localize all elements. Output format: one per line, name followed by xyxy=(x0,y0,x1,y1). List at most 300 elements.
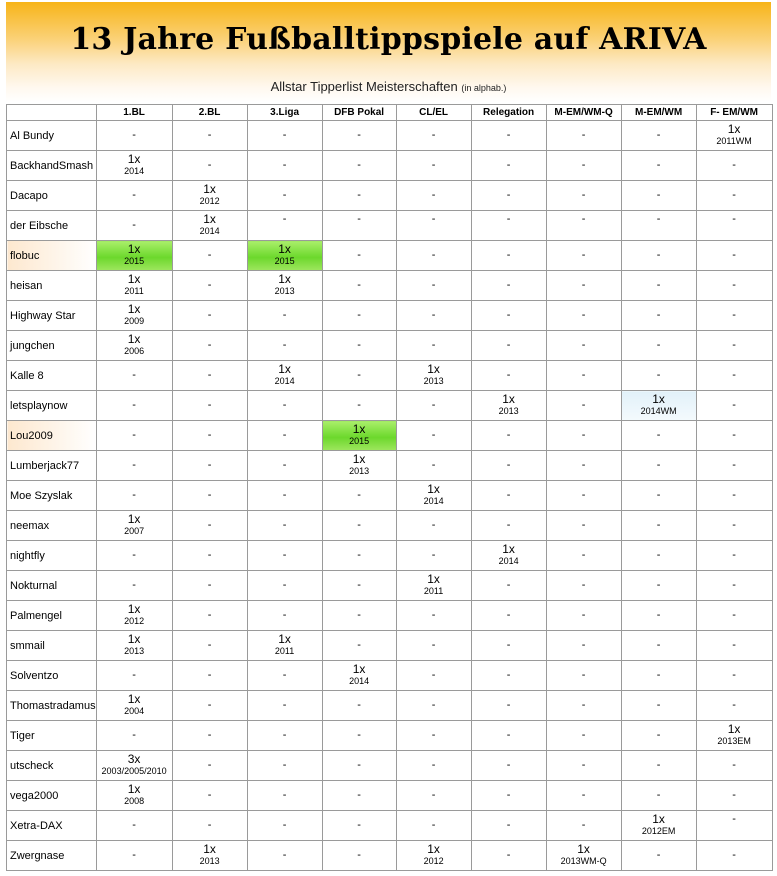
table-row xyxy=(7,661,773,691)
column-header: M-EM/WM xyxy=(621,105,696,121)
empty-dash: - xyxy=(732,549,736,561)
title-cell xyxy=(322,481,396,511)
title-cell xyxy=(322,571,396,601)
title-year: 2011 xyxy=(423,586,444,596)
title-cell xyxy=(396,301,471,331)
empty-dash: - xyxy=(506,519,511,531)
title-cell xyxy=(471,481,546,511)
title-cell xyxy=(247,121,322,151)
tipper-name: Lou2009 xyxy=(7,421,97,451)
title-cell xyxy=(247,181,322,211)
title-cell xyxy=(696,211,772,241)
empty-dash: - xyxy=(506,279,511,291)
title-cell xyxy=(322,361,396,391)
title-cell xyxy=(247,481,322,511)
empty-dash: - xyxy=(732,579,736,591)
title-year: 2006 xyxy=(124,346,145,356)
title-cell xyxy=(322,811,396,841)
empty-dash: - xyxy=(207,249,212,261)
empty-dash: - xyxy=(506,189,511,201)
title-cell xyxy=(471,361,546,391)
table-row xyxy=(7,751,773,781)
empty-dash: - xyxy=(207,399,212,411)
title-cell xyxy=(172,481,247,511)
title-cell xyxy=(621,391,696,421)
empty-dash: - xyxy=(431,159,436,171)
empty-dash: - xyxy=(282,129,287,141)
empty-dash: - xyxy=(581,609,586,621)
empty-dash: - xyxy=(282,189,287,201)
title-cell xyxy=(546,361,621,391)
title-cell xyxy=(696,811,772,841)
title-year: 2011 xyxy=(274,646,295,656)
title-year: 2013 xyxy=(423,376,444,386)
empty-dash: - xyxy=(132,819,136,831)
empty-dash: - xyxy=(732,759,736,771)
title-cell xyxy=(322,721,396,751)
title-cell xyxy=(247,511,322,541)
empty-dash: - xyxy=(656,789,661,801)
empty-dash: - xyxy=(506,669,511,681)
tipper-name: Xetra-DAX xyxy=(7,811,97,841)
empty-dash: - xyxy=(732,369,736,381)
title-count: 1x xyxy=(727,122,741,136)
column-header: DFB Pokal xyxy=(322,105,396,121)
empty-dash: - xyxy=(282,609,287,621)
table-row xyxy=(7,781,773,811)
title-count: 1x xyxy=(352,422,366,436)
empty-dash: - xyxy=(431,249,436,261)
title-year: 2011WM xyxy=(716,136,752,146)
empty-dash: - xyxy=(207,339,212,351)
title-count: 1x xyxy=(652,812,665,826)
empty-dash: - xyxy=(282,789,287,801)
empty-dash: - xyxy=(581,579,586,591)
empty-dash: - xyxy=(656,279,661,291)
title-cell xyxy=(696,451,772,481)
title-cell xyxy=(471,331,546,361)
empty-dash: - xyxy=(357,369,361,381)
title-cell xyxy=(96,301,172,331)
empty-dash: - xyxy=(506,339,511,351)
title-cell xyxy=(546,331,621,361)
empty-dash: - xyxy=(581,519,586,531)
title-cell xyxy=(471,691,546,721)
empty-dash: - xyxy=(282,459,287,471)
empty-dash: - xyxy=(431,429,436,441)
title-count: 1x xyxy=(502,542,515,556)
title-cell xyxy=(96,571,172,601)
empty-dash: - xyxy=(207,759,212,771)
title-cell xyxy=(172,331,247,361)
empty-dash: - xyxy=(732,339,736,351)
title-year: 2014 xyxy=(423,496,444,506)
title-year: 2014WM xyxy=(640,406,677,416)
empty-dash: - xyxy=(207,819,212,831)
title-cell xyxy=(696,511,772,541)
empty-dash: - xyxy=(282,519,287,531)
empty-dash: - xyxy=(357,819,361,831)
tipper-name: nightfly xyxy=(7,541,97,571)
table-row xyxy=(7,691,773,721)
empty-dash: - xyxy=(581,159,586,171)
title-year: 2015 xyxy=(349,436,370,446)
empty-dash: - xyxy=(732,429,736,441)
title-year: 2014 xyxy=(349,676,370,686)
empty-dash: - xyxy=(732,789,736,801)
empty-dash: - xyxy=(431,459,436,471)
title-cell xyxy=(96,211,172,241)
empty-dash: - xyxy=(282,159,287,171)
title-year: 2013EM xyxy=(717,736,751,746)
table-row xyxy=(7,541,773,571)
title-cell xyxy=(96,751,172,781)
title-cell xyxy=(546,661,621,691)
empty-dash: - xyxy=(132,219,136,231)
title-cell xyxy=(696,481,772,511)
empty-dash: - xyxy=(581,213,586,225)
tipper-name: utscheck xyxy=(7,751,97,781)
empty-dash: - xyxy=(656,213,661,225)
empty-dash: - xyxy=(581,429,586,441)
title-year: 2015 xyxy=(124,256,145,266)
empty-dash: - xyxy=(132,849,136,861)
corner-cell xyxy=(7,105,97,121)
tipper-name: heisan xyxy=(7,271,97,301)
empty-dash: - xyxy=(357,189,361,201)
title-cell xyxy=(396,241,471,271)
title-cell xyxy=(322,781,396,811)
empty-dash: - xyxy=(656,249,661,261)
empty-dash: - xyxy=(732,639,736,651)
title-cell xyxy=(696,691,772,721)
empty-dash: - xyxy=(506,459,511,471)
empty-dash: - xyxy=(207,489,212,501)
empty-dash: - xyxy=(207,309,212,321)
empty-dash: - xyxy=(732,459,736,471)
title-cell xyxy=(96,421,172,451)
title-cell xyxy=(471,181,546,211)
title-cell xyxy=(322,271,396,301)
title-cell xyxy=(172,841,247,871)
table-row xyxy=(7,631,773,661)
title-cell xyxy=(172,511,247,541)
title-cell xyxy=(696,271,772,301)
tipper-name: Tiger xyxy=(7,721,97,751)
title-count: 1x xyxy=(577,842,590,856)
title-cell xyxy=(247,661,322,691)
table-row xyxy=(7,481,773,511)
title-cell xyxy=(96,781,172,811)
title-cell xyxy=(96,841,172,871)
title-count: 1x xyxy=(278,272,291,286)
empty-dash: - xyxy=(282,213,287,225)
title-count: 1x xyxy=(278,362,291,376)
subtitle-note: (in alphab.) xyxy=(461,83,507,93)
empty-dash: - xyxy=(732,399,736,411)
title-count: 1x xyxy=(203,182,216,196)
empty-dash: - xyxy=(656,849,661,861)
title-year: 2003/2005/2010 xyxy=(101,766,167,776)
title-cell xyxy=(471,421,546,451)
title-cell xyxy=(247,601,322,631)
empty-dash: - xyxy=(732,249,736,261)
empty-dash: - xyxy=(431,609,436,621)
empty-dash: - xyxy=(207,369,212,381)
title-cell xyxy=(621,841,696,871)
title-cell xyxy=(172,121,247,151)
title-cell xyxy=(696,571,772,601)
empty-dash: - xyxy=(282,759,287,771)
title-cell xyxy=(396,661,471,691)
empty-dash: - xyxy=(431,279,436,291)
tipper-name: smmail xyxy=(7,631,97,661)
title-cell xyxy=(396,211,471,241)
title-cell xyxy=(322,241,396,271)
title-cell xyxy=(322,331,396,361)
empty-dash: - xyxy=(581,309,586,321)
empty-dash: - xyxy=(132,189,136,201)
title-cell xyxy=(247,211,322,241)
title-cell xyxy=(621,361,696,391)
title-cell xyxy=(247,751,322,781)
tipper-name: flobuc xyxy=(7,241,97,271)
empty-dash: - xyxy=(581,819,586,831)
empty-dash: - xyxy=(207,129,212,141)
title-cell xyxy=(247,241,322,271)
title-cell xyxy=(172,451,247,481)
table-header-row xyxy=(7,105,773,121)
title-year: 2013 xyxy=(274,286,295,296)
title-count: 1x xyxy=(352,452,366,466)
title-cell xyxy=(247,631,322,661)
title-cell xyxy=(396,781,471,811)
table-body xyxy=(7,121,773,871)
title-cell xyxy=(247,151,322,181)
column-header: M-EM/WM-Q xyxy=(546,105,621,121)
empty-dash: - xyxy=(357,789,361,801)
title-cell xyxy=(172,241,247,271)
title-year: 2013 xyxy=(498,406,519,416)
empty-dash: - xyxy=(132,369,136,381)
title-count: 1x xyxy=(127,512,141,526)
table-row xyxy=(7,451,773,481)
title-cell xyxy=(696,631,772,661)
empty-dash: - xyxy=(656,489,661,501)
empty-dash: - xyxy=(357,213,361,225)
empty-dash: - xyxy=(357,579,361,591)
empty-dash: - xyxy=(581,639,586,651)
title-cell xyxy=(696,181,772,211)
champions-table xyxy=(6,104,773,871)
empty-dash: - xyxy=(581,129,586,141)
empty-dash: - xyxy=(732,849,736,861)
title-cell xyxy=(471,751,546,781)
title-cell xyxy=(696,541,772,571)
empty-dash: - xyxy=(506,819,511,831)
title-count: 1x xyxy=(727,722,741,736)
empty-dash: - xyxy=(656,609,661,621)
title-cell xyxy=(471,841,546,871)
tipper-name: Kalle 8 xyxy=(7,361,97,391)
title-year: 2014 xyxy=(199,226,220,236)
title-cell xyxy=(322,301,396,331)
title-cell xyxy=(546,541,621,571)
title-cell xyxy=(247,781,322,811)
title-cell xyxy=(546,151,621,181)
empty-dash: - xyxy=(732,813,736,825)
empty-dash: - xyxy=(581,249,586,261)
table-row xyxy=(7,391,773,421)
title-cell xyxy=(546,721,621,751)
title-cell xyxy=(172,301,247,331)
title-cell xyxy=(696,661,772,691)
title-cell xyxy=(546,121,621,151)
title-cell xyxy=(546,811,621,841)
title-cell xyxy=(621,481,696,511)
column-header: F- EM/WM xyxy=(696,105,772,121)
empty-dash: - xyxy=(581,399,586,411)
title-cell xyxy=(172,631,247,661)
empty-dash: - xyxy=(581,369,586,381)
title-cell xyxy=(471,721,546,751)
title-cell xyxy=(322,841,396,871)
empty-dash: - xyxy=(581,489,586,501)
empty-dash: - xyxy=(431,729,436,741)
empty-dash: - xyxy=(357,309,361,321)
title-cell xyxy=(621,511,696,541)
title-cell xyxy=(396,421,471,451)
title-cell xyxy=(247,691,322,721)
title-cell xyxy=(621,151,696,181)
empty-dash: - xyxy=(431,129,436,141)
title-cell xyxy=(546,181,621,211)
empty-dash: - xyxy=(506,609,511,621)
title-cell xyxy=(396,481,471,511)
title-year: 2012 xyxy=(124,616,145,626)
title-cell xyxy=(96,661,172,691)
empty-dash: - xyxy=(282,399,287,411)
title-cell xyxy=(96,271,172,301)
empty-dash: - xyxy=(282,669,287,681)
title-cell xyxy=(96,601,172,631)
empty-dash: - xyxy=(132,429,136,441)
title-cell xyxy=(621,751,696,781)
title-cell xyxy=(696,151,772,181)
title-cell xyxy=(96,151,172,181)
title-cell xyxy=(322,211,396,241)
title-cell xyxy=(322,151,396,181)
table-row xyxy=(7,301,773,331)
title-count: 1x xyxy=(203,212,216,226)
empty-dash: - xyxy=(207,519,212,531)
title-cell xyxy=(696,241,772,271)
empty-dash: - xyxy=(207,789,212,801)
empty-dash: - xyxy=(357,129,361,141)
title-cell xyxy=(172,151,247,181)
title-cell xyxy=(546,271,621,301)
page-subtitle xyxy=(6,79,771,94)
title-cell xyxy=(247,541,322,571)
empty-dash: - xyxy=(656,669,661,681)
empty-dash: - xyxy=(431,309,436,321)
title-cell xyxy=(172,271,247,301)
title-cell xyxy=(546,571,621,601)
empty-dash: - xyxy=(431,639,436,651)
title-cell xyxy=(96,481,172,511)
empty-dash: - xyxy=(357,519,361,531)
title-cell xyxy=(471,301,546,331)
title-cell xyxy=(247,841,322,871)
empty-dash: - xyxy=(732,489,736,501)
title-cell xyxy=(621,721,696,751)
empty-dash: - xyxy=(506,369,511,381)
empty-dash: - xyxy=(431,399,436,411)
empty-dash: - xyxy=(357,849,361,861)
title-cell xyxy=(621,601,696,631)
title-year: 2013 xyxy=(199,856,220,866)
title-cell xyxy=(471,271,546,301)
title-cell xyxy=(247,271,322,301)
title-cell xyxy=(172,601,247,631)
title-cell xyxy=(396,181,471,211)
empty-dash: - xyxy=(656,729,661,741)
tipper-name: Nokturnal xyxy=(7,571,97,601)
empty-dash: - xyxy=(357,279,361,291)
title-cell xyxy=(471,241,546,271)
empty-dash: - xyxy=(506,849,511,861)
title-cell xyxy=(247,301,322,331)
empty-dash: - xyxy=(656,549,661,561)
column-header: 3.Liga xyxy=(247,105,322,121)
title-cell xyxy=(621,121,696,151)
empty-dash: - xyxy=(207,159,212,171)
title-cell xyxy=(696,301,772,331)
title-cell xyxy=(621,811,696,841)
empty-dash: - xyxy=(207,579,212,591)
title-cell xyxy=(546,451,621,481)
empty-dash: - xyxy=(732,699,736,711)
empty-dash: - xyxy=(656,189,661,201)
title-cell xyxy=(172,751,247,781)
title-cell xyxy=(96,811,172,841)
title-cell xyxy=(172,781,247,811)
title-cell xyxy=(621,541,696,571)
title-cell xyxy=(621,181,696,211)
tipper-name: Al Bundy xyxy=(7,121,97,151)
title-count: 1x xyxy=(127,692,141,706)
empty-dash: - xyxy=(732,309,736,321)
title-count: 1x xyxy=(127,332,141,346)
title-count: 1x xyxy=(427,482,440,496)
empty-dash: - xyxy=(732,669,736,681)
title-cell xyxy=(96,121,172,151)
title-cell xyxy=(696,841,772,871)
empty-dash: - xyxy=(732,519,736,531)
column-header: Relegation xyxy=(471,105,546,121)
title-cell xyxy=(247,331,322,361)
title-year: 2009 xyxy=(124,316,145,326)
title-count: 1x xyxy=(427,842,440,856)
title-cell xyxy=(96,181,172,211)
title-year: 2013WM-Q xyxy=(560,856,607,866)
table-row xyxy=(7,331,773,361)
page-header xyxy=(6,2,771,102)
subtitle-text: Allstar Tipperlist Meisterschaften xyxy=(270,79,458,94)
title-cell xyxy=(322,631,396,661)
title-count: 1x xyxy=(127,302,141,316)
column-header: 2.BL xyxy=(172,105,247,121)
